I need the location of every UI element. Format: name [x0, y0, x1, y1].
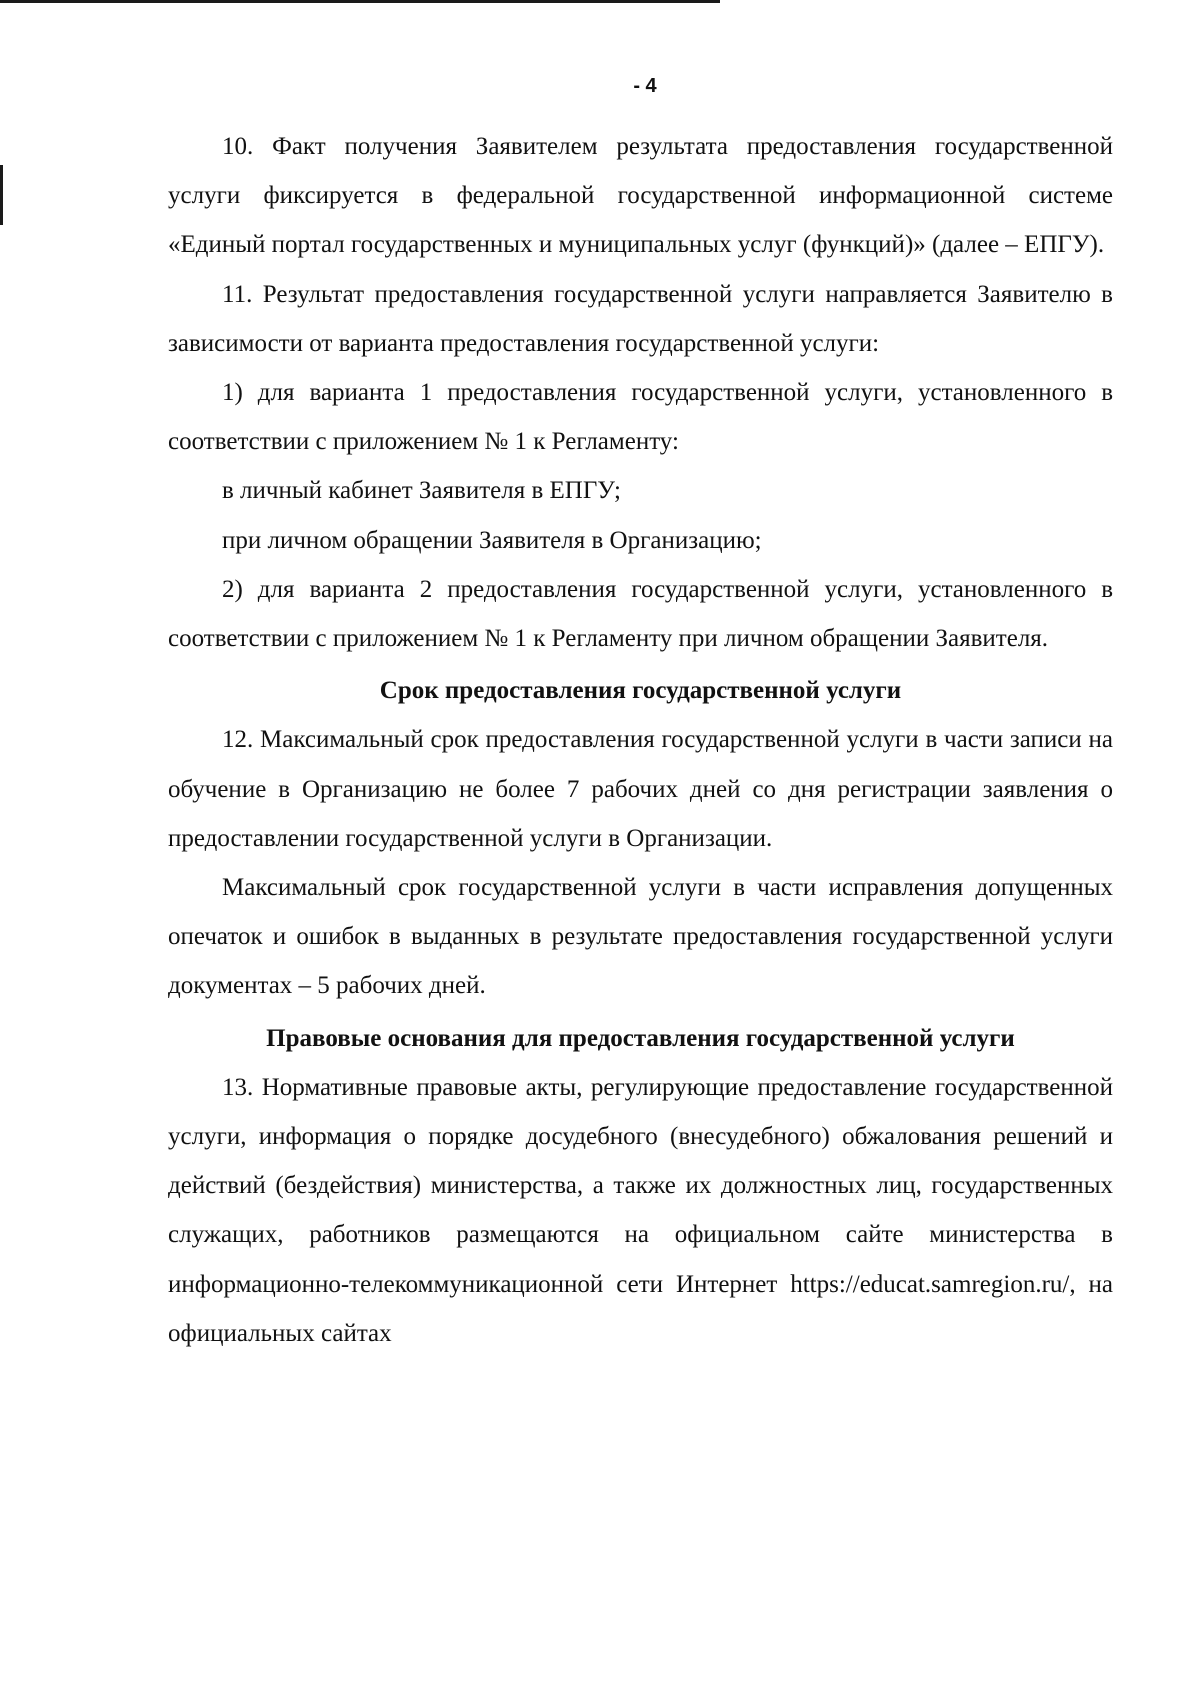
paragraph-12: 12. Максимальный срок предоставления государственной услуги в части записи на обучение в Организацию не более 7 рабочих дней со дня регистрации заявления о предоставлении государственной услуги в Организации. [168, 726, 1113, 852]
section-heading-term: Срок предоставления государственной услуги [379, 677, 902, 705]
paragraph-12-second: Максимальный срок государственной услуги в части исправления допущенных опечаток и ошибок в выданных в результате предоставления государственной услуги документах – 5 рабочих дней. [168, 874, 1113, 1000]
scan-top-edge [0, 0, 720, 3]
paragraph-11-item-2: 2) для варианта 2 предоставления государственной услуги, установленного в соответствии с приложением № 1 к Регламенту при личном обращении Заявителя. [168, 575, 1113, 653]
paragraph-11: 11. Результат предоставления государственной услуги направляется Заявителю в зависимости от варианта предоставления государственной услуги: [168, 280, 1113, 357]
paragraph-10: 10. Факт получения Заявителем результата предоставления государственной услуги фиксируется в федеральной государственной информационной системе «Единый портал государственных и муниципальных услуг (функций)» (далее – ЕПГУ). [168, 133, 1113, 259]
paragraph-11-item-1-option-b: при личном обращении Заявителя в Организацию; [222, 526, 762, 554]
document-body [168, 122, 1113, 1358]
page-number: - 4 [633, 75, 657, 97]
section-heading-legal-basis: Правовые основания для предоставления государственной услуги [266, 1024, 1015, 1052]
paragraph-11-item-1: 1) для варианта 1 предоставления государственной услуги, установленного в соответствии с приложением № 1 к Регламенту: [168, 379, 1113, 456]
paragraph-11-item-1-option-a: в личный кабинет Заявителя в ЕПГУ; [222, 477, 621, 505]
paragraph-13: 13. Нормативные правовые акты, регулирующие предоставление государственной услуги, информация о порядке досудебного (внесудебного) обжалования решений и действий (бездействия) министерства, а также их должностных лиц, государственных служащих, работников размещаются на официальном сайте министерства в информационно-телекоммуникационной сети Интернет https://educat.samregion.ru/, на официальных сайтах [168, 1073, 1113, 1347]
scan-left-edge-mark [0, 165, 3, 225]
